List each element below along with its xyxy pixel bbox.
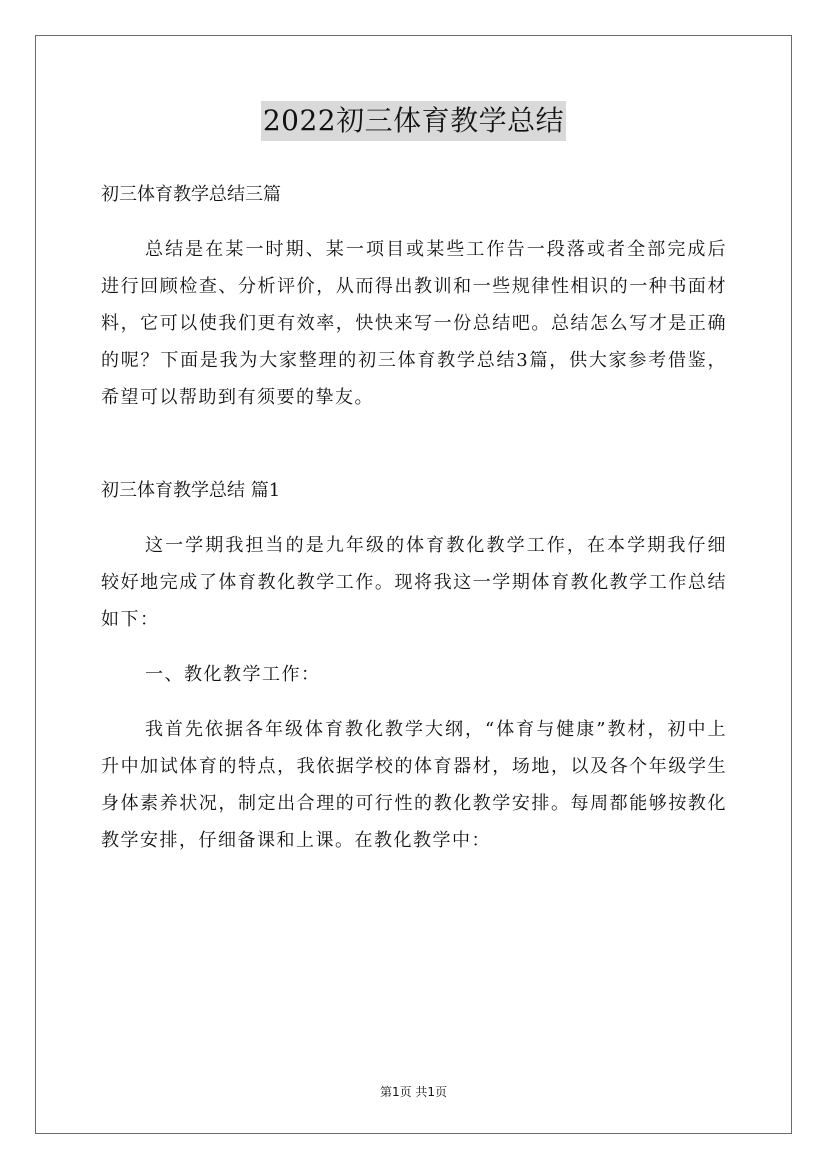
section-item-heading: 一、教化教学工作： [145,664,321,685]
heading-spacer [101,509,727,527]
paragraph-spacer [101,638,727,656]
section-heading: 初三体育教学总结 篇1 [101,480,281,501]
document-subtitle: 初三体育教学总结三篇 [101,184,281,205]
intro-paragraph: 总结是在某一时期、某一项目或某些工作告一段落或者全部完成后进行回顾检查、分析评价，从而得出教训和一些规律性相识的一种书面材料，它可以使我们更有效率，快快来写一份总结吧。总结怎么写才是正确的呢？下面是我为大家整理的初三体育教学总结3篇，供大家参考借鉴，希望可以帮助到有须要的挚友。 [101,239,727,408]
document-body [101,176,727,859]
page-number: 第1页 共1页 [379,1085,448,1099]
section-paragraph: 这一学期我担当的是九年级的体育教化教学工作，在本学期我仔细较好地完成了体育教化教学工作。现将我这一学期体育教化教学工作总结如下： [101,535,727,630]
section-paragraph: 我首先依据各年级体育教化教学大纲，“体育与健康”教材，初中上升中加试体育的特点，我依据学校的体育器材，场地，以及各个年级学生身体素养状况，制定出合理的可行性的教化教学安排。每周都能够按教化教学安排，仔细备课和上课。在教化教学中： [101,719,727,851]
title-container [0,101,827,141]
section-spacer [101,416,727,472]
document-title[interactable]: 2022初三体育教学总结 [261,101,566,141]
paragraph-spacer [101,693,727,711]
